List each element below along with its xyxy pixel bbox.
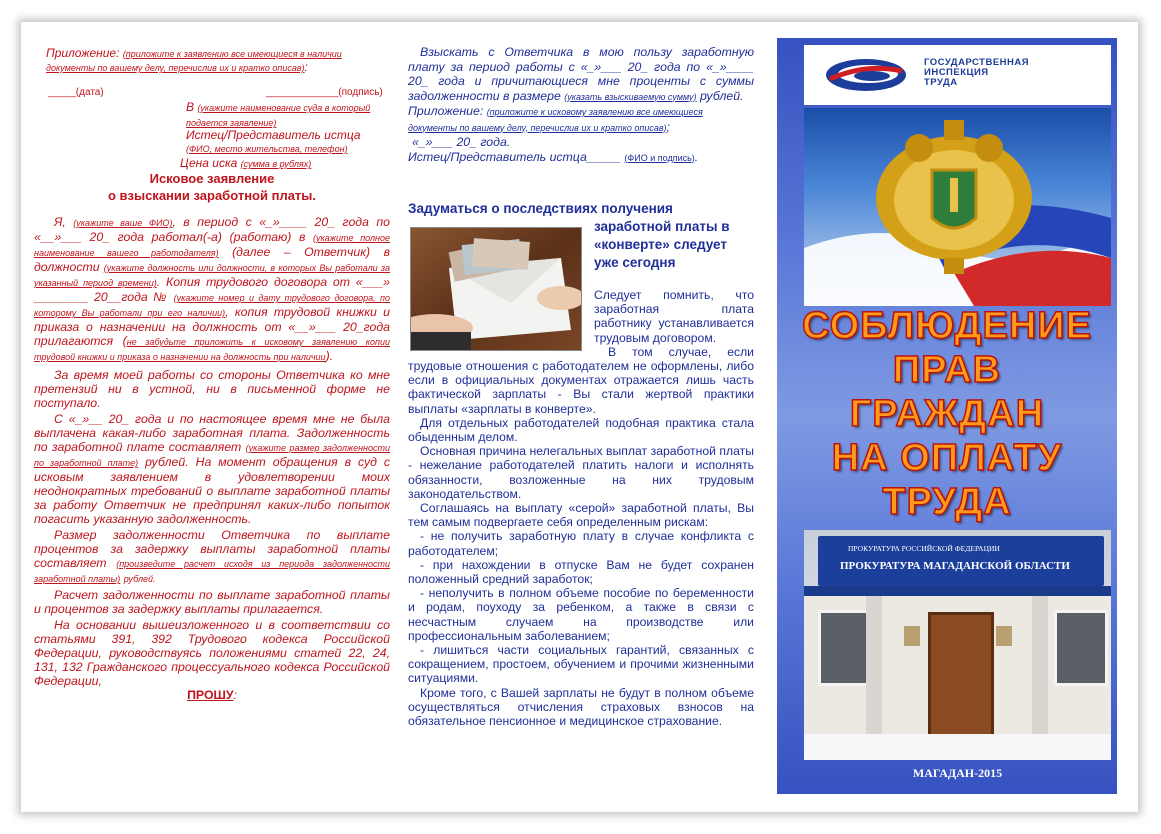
panel-claim-form: [34, 45, 390, 780]
list-item: - при нахождении в отпуске Вам не будет сохранен положенный средний заработок;: [408, 557, 754, 587]
appendix-note: (приложите к заявлению все имеющиеся в наличии документы по вашему делу, перечислив их и кратко описав): [46, 49, 342, 73]
paragraph-reason: Основная причина нелегальных выплат заработной платы - нежелание работодателей платить налоги и исполнять обязанности, возложенные на них трудовым законодательством.: [408, 444, 754, 501]
paragraph-intro: Следует помнить, что заработная плата работнику устанавливается трудовым договором.: [594, 288, 754, 345]
paragraph-no-claims: За время моей работы со стороны Ответчика ко мне претензий ни в устной, ни в письменной форме не поступало.: [34, 368, 390, 410]
envelope-heading: Задуматься о последствиях получения заработной платы в «конверте» следует уже сегодня: [408, 201, 730, 270]
panel-cover: ГОСУДАРСТВЕННАЯ ИНСПЕКЦИЯ ТРУДА СОБЛЮДЕНИЕ ПРАВ ГРАЖДАН НА ОПЛАТУ ТРУДА ПРОКУРАТУРА РОССИЙСКОЙ ФЕДЕРАЦИИ ПРОКУРАТУРА МАГАДАНСКОЙ ОБЛАСТИ МАГАДАН-2015: [777, 38, 1117, 794]
prosecutor-building-photo: [804, 530, 1111, 760]
list-item: - лишиться части социальных гарантий, связанных с сокращением, простоем, обучением и прочими жизненными ситуациями.: [408, 643, 754, 686]
paragraph-employment: Я, (укажите ваше ФИО), в период с «_»____ 20_ года по «__»___ 20_ года работал(-а) (работаю) в (укажите полное наименование вашего работодателя) (далее – Ответчик) в должности (укажите должность или должности, в которых Вы работали за указанный период времени). Копия трудового договора от «___» ________ 20__года № (укажите номер и дату трудового договора, по которому Вы работали при его наличии), копия трудовой книжки и приказа о назначении на должность от «__»___ 20_года прилагаются (не забудьте приложить к исковому заявлению копии трудовой книжки и приказа о назначении на должность при наличии).: [34, 215, 390, 363]
panel-envelope-salary: [408, 45, 754, 795]
date-field: _____(дата): [48, 87, 104, 98]
claim-body: [34, 215, 390, 702]
court-note: (укажите наименование суда в который подается заявление): [186, 103, 371, 128]
plaintiff-block: [186, 128, 390, 156]
paragraph-risks-intro: Соглашаясь на выплату «серой» заработной платы, Вы тем самым подвергаете себя определенным рискам:: [408, 501, 754, 530]
list-item: - не получить заработную плату в случае конфликта с работодателем;: [408, 529, 754, 558]
plaintiff-label: Истец/Представитель истца: [186, 128, 361, 142]
paragraph-practice: Для отдельных работодателей подобная практика стала обыденным делом.: [408, 415, 754, 445]
paragraph-debt: С «_»__ 20_ года и по настоящее время мне не была выплачена какая-либо заработная плата. Задолженность по заработной плате составляет (укажите размер задолженности по заработной плате) рублей. На момент обращения в суд с исковым заявлением в удовлетворении моих неоднократных требований о выплате заработной платы за работу Ответчик не предпринял каких-либо попыток погасить указанную задолженность.: [34, 412, 390, 526]
claim-price-block: Цена иска (сумма в рублях): [180, 156, 312, 170]
date-line: «_»___ 20_ года.: [412, 135, 511, 149]
entrance-door: [928, 612, 994, 738]
appendix-line: Приложение: (приложите к заявлению все имеющиеся в наличии документы по вашему делу, перечислив их и кратко описав):: [46, 46, 342, 74]
sign-board: ПРОКУРАТУРА РОССИЙСКОЙ ФЕДЕРАЦИИ ПРОКУРАТУРА МАГАДАНСКОЙ ОБЛАСТИ: [818, 536, 1104, 586]
paragraph-contributions: Кроме того, с Вашей зарплаты не будут в полном объеме осуществляться отчисления страховых взносов на обязательное пенсионное и медицинское страхование.: [408, 685, 754, 729]
paragraph-interest: Размер задолженности Ответчика по выплате процентов за задержку выплаты заработной платы составляет (произведите расчет исходя из периода задолженности заработной платы) рублей.: [34, 528, 390, 584]
claim-continuation: Взыскать с Ответчика в мою пользу заработную плату за период работы с «_»___ 20_ года по «_»____ 20_ года и причитающиеся мне проценты с суммы задолженности в размере (указать взыскиваемую сумму) рублей. Приложение: (приложите к исковому заявлению все имеющиеся документы по вашему делу, перечислив их и кратко описав); «_»___ 20_ года. Истец/Представитель истца_____ (ФИО и подпись).: [408, 45, 754, 164]
logo-text: ГОСУДАРСТВЕННАЯ ИНСПЕКЦИЯ ТРУДА: [924, 57, 1030, 88]
logo-swoosh-icon: [824, 57, 908, 93]
labor-inspection-logo: [804, 45, 1111, 105]
request-heading: ПРОШУ:: [187, 688, 237, 702]
document-title: Исковое заявление о взыскании заработной платы.: [107, 171, 317, 203]
appendix-label: Приложение:: [46, 46, 120, 60]
plaintiff-note: (ФИО, место жительства, телефон): [186, 144, 348, 154]
prosecutor-emblem: [804, 108, 1111, 306]
cover-footer: МАГАДАН-2015: [912, 766, 1003, 780]
signature-field: _____________(подпись): [266, 87, 383, 98]
court-block: В (укажите наименование суда в который подается заявление): [186, 100, 371, 128]
envelope-body: [408, 288, 754, 728]
paragraph-legal-basis: На основании вышеизложенного и в соответствии со статьями 391, 392 Трудового кодекса Российской Федерации, руководствуясь положениями статей 22, 24, 131, 132 Гражданского процессуального кодекса Российской Федерации,: [34, 618, 390, 688]
paragraph-victim: В том случае, если трудовые отношения с работодателем не оформлены, либо если в официальных документах отражается лишь часть фактической зарплаты - Вы стали жертвой практики выплаты «зарплаты в конверте».: [408, 344, 754, 416]
list-item: - неполучить в полном объеме пособие по беременности и родам, поуходу за ребенком, а также в связи с несчастным случаем на производстве или профессиональным заболеванием;: [408, 586, 754, 643]
paragraph-calculation: Расчет задолженности по выплате заработной платы и процентов за задержку выплаты прилагается.: [34, 588, 390, 616]
